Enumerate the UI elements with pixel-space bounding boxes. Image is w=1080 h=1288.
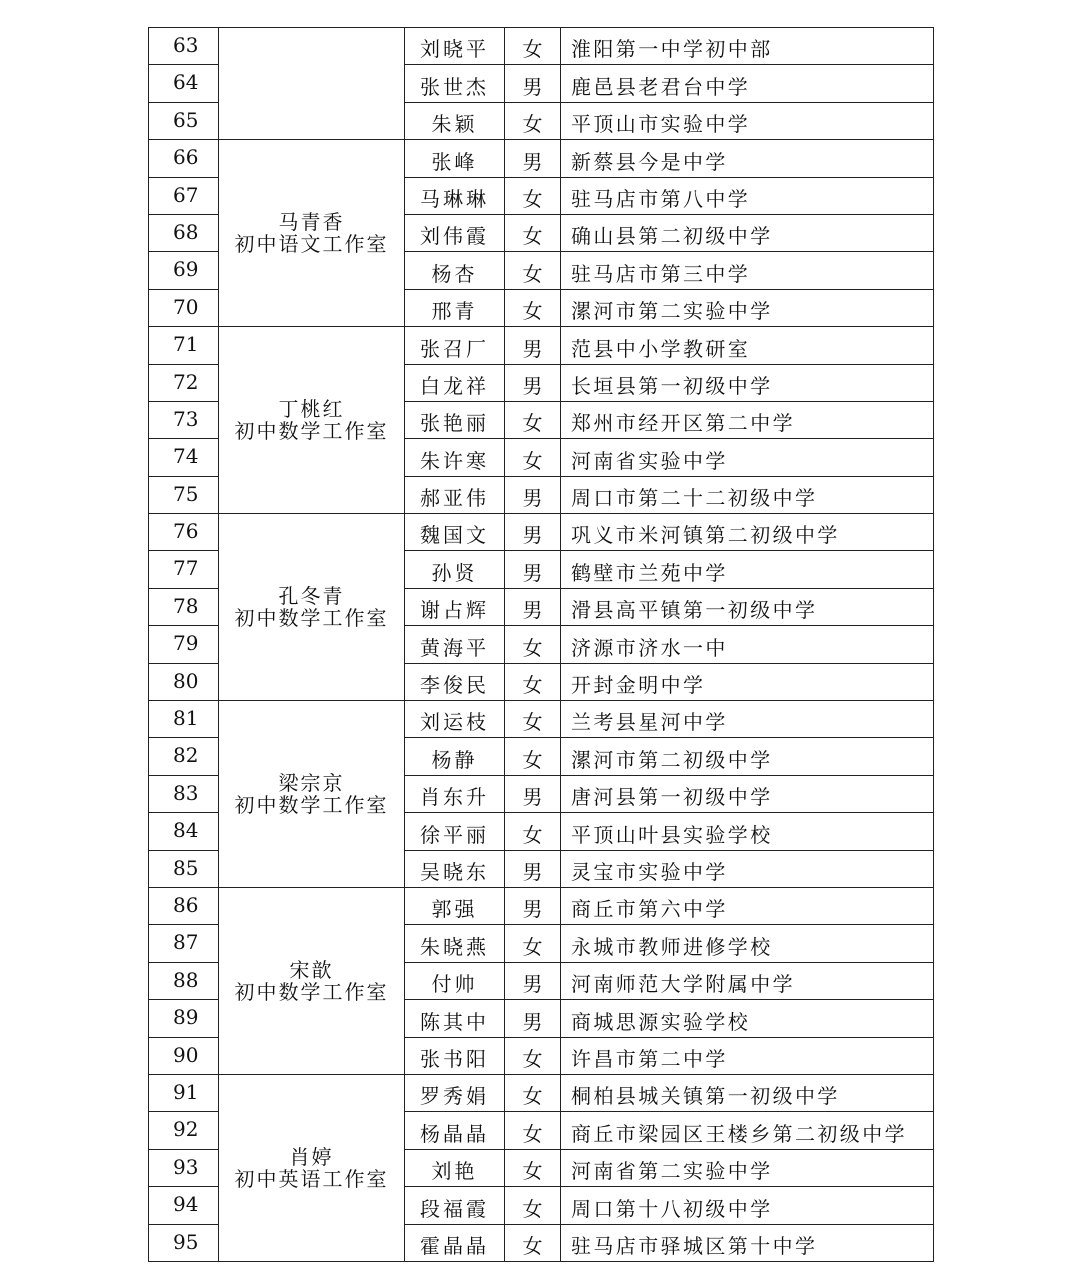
member-gender-cell	[505, 65, 561, 102]
member-school: 范县中小学教研室	[571, 336, 751, 361]
row-number: 91	[173, 1079, 199, 1104]
row-number-cell	[149, 364, 219, 401]
member-name-cell	[405, 327, 505, 364]
member-school: 桐柏县城关镇第一初级中学	[571, 1084, 840, 1109]
member-gender-cell	[505, 476, 561, 513]
member-name: 张召厂	[420, 336, 489, 361]
table-row	[149, 1074, 934, 1111]
member-school: 永城市教师进修学校	[571, 934, 773, 959]
member-school: 新蔡县今是中学	[571, 149, 728, 174]
member-name: 白龙祥	[420, 373, 489, 398]
studio-leader: 宋歆	[289, 957, 334, 982]
member-school: 河南省实验中学	[571, 448, 728, 473]
member-gender-cell	[505, 626, 561, 663]
member-school-cell	[561, 476, 934, 513]
table-row	[149, 701, 934, 738]
member-gender: 男	[522, 149, 543, 174]
member-school-cell	[561, 1000, 934, 1037]
row-number: 81	[173, 706, 199, 731]
member-school: 河南师范大学附属中学	[571, 972, 795, 997]
member-school: 河南省第二实验中学	[571, 1159, 773, 1184]
member-school: 巩义市米河镇第二初级中学	[571, 523, 840, 548]
member-name-cell	[405, 962, 505, 999]
row-number: 78	[173, 593, 199, 618]
member-gender: 女	[522, 822, 543, 847]
row-number: 82	[173, 743, 199, 768]
member-gender-cell	[505, 214, 561, 251]
member-name: 郭强	[431, 897, 478, 922]
member-gender: 男	[522, 523, 543, 548]
member-school: 鹿邑县老君台中学	[571, 74, 751, 99]
row-number: 88	[173, 967, 199, 992]
studio-leader: 孔冬青	[278, 584, 345, 609]
member-gender-cell	[505, 1149, 561, 1186]
member-gender: 女	[522, 673, 543, 698]
row-number: 64	[173, 70, 199, 95]
member-school-cell	[561, 177, 934, 214]
row-number-cell	[149, 65, 219, 102]
row-number: 73	[173, 406, 199, 431]
member-name: 肖东升	[420, 785, 489, 810]
row-number: 84	[173, 818, 199, 843]
row-number-cell	[149, 1187, 219, 1224]
member-name: 马琳琳	[420, 186, 489, 211]
row-number-cell	[149, 514, 219, 551]
row-number: 90	[173, 1042, 199, 1067]
member-school-cell	[561, 65, 934, 102]
member-name-cell	[405, 28, 505, 65]
member-gender: 女	[522, 411, 543, 436]
member-name-cell	[405, 1187, 505, 1224]
row-number-cell	[149, 252, 219, 289]
row-number-cell	[149, 28, 219, 65]
member-name-cell	[405, 439, 505, 476]
member-name-cell	[405, 551, 505, 588]
member-school-cell	[561, 850, 934, 887]
row-number: 93	[173, 1154, 199, 1179]
member-gender: 女	[522, 186, 543, 211]
member-gender: 女	[522, 112, 543, 137]
studio-leader: 肖婷	[289, 1144, 334, 1169]
member-school-cell	[561, 1224, 934, 1261]
member-gender-cell	[505, 701, 561, 738]
member-name-cell	[405, 701, 505, 738]
member-school-cell	[561, 327, 934, 364]
member-gender: 女	[522, 1196, 543, 1221]
member-name: 刘晓平	[420, 37, 489, 62]
row-number-cell	[149, 775, 219, 812]
member-name: 刘伟霞	[420, 224, 489, 249]
studio-cell	[219, 1074, 405, 1261]
member-name: 刘运枝	[420, 710, 489, 735]
member-gender: 女	[522, 934, 543, 959]
row-number-cell	[149, 850, 219, 887]
member-school: 长垣县第一初级中学	[571, 373, 773, 398]
row-number-cell	[149, 551, 219, 588]
row-number-cell	[149, 813, 219, 850]
member-gender: 男	[522, 74, 543, 99]
member-school: 兰考县星河中学	[571, 710, 728, 735]
row-number: 65	[173, 107, 199, 132]
member-school-cell	[561, 738, 934, 775]
table-row	[149, 514, 934, 551]
member-name: 朱晓燕	[420, 934, 489, 959]
member-name-cell	[405, 775, 505, 812]
row-number-cell	[149, 701, 219, 738]
member-gender: 男	[522, 897, 543, 922]
member-name-cell	[405, 850, 505, 887]
member-school-cell	[561, 962, 934, 999]
member-school-cell	[561, 252, 934, 289]
studio-name: 初中英语工作室	[234, 1166, 389, 1191]
member-gender: 男	[522, 859, 543, 884]
member-school-cell	[561, 1074, 934, 1111]
member-gender-cell	[505, 663, 561, 700]
member-name: 张世杰	[420, 74, 489, 99]
row-number: 94	[173, 1192, 199, 1217]
member-school-cell	[561, 588, 934, 625]
row-number: 87	[173, 930, 199, 955]
member-gender-cell	[505, 775, 561, 812]
member-school-cell	[561, 626, 934, 663]
member-name-cell	[405, 102, 505, 139]
row-number-cell	[149, 925, 219, 962]
row-number-cell	[149, 327, 219, 364]
member-gender: 男	[522, 598, 543, 623]
member-school-cell	[561, 775, 934, 812]
row-number-cell	[149, 289, 219, 326]
member-gender-cell	[505, 514, 561, 551]
member-name-cell	[405, 813, 505, 850]
member-gender: 女	[522, 1233, 543, 1258]
studio-name: 初中数学工作室	[234, 979, 389, 1004]
member-name-cell	[405, 588, 505, 625]
member-gender-cell	[505, 850, 561, 887]
member-name-cell	[405, 401, 505, 438]
member-gender-cell	[505, 738, 561, 775]
row-number-cell	[149, 1149, 219, 1186]
member-gender-cell	[505, 327, 561, 364]
member-gender-cell	[505, 28, 561, 65]
member-school: 商城思源实验学校	[571, 1009, 751, 1034]
studio-name: 初中数学工作室	[234, 606, 389, 631]
table-row	[149, 887, 934, 924]
member-gender: 男	[522, 785, 543, 810]
member-name: 吴晓东	[420, 859, 489, 884]
member-gender-cell	[505, 1074, 561, 1111]
member-name-cell	[405, 663, 505, 700]
row-number: 85	[173, 855, 199, 880]
member-gender: 女	[522, 710, 543, 735]
member-school-cell	[561, 514, 934, 551]
member-name-cell	[405, 65, 505, 102]
row-number: 68	[173, 219, 199, 244]
member-name: 张书阳	[420, 1046, 489, 1071]
table-row	[149, 28, 934, 65]
studio-cell	[219, 327, 405, 514]
row-number: 72	[173, 369, 199, 394]
member-name-cell	[405, 289, 505, 326]
member-school: 平顶山市实验中学	[571, 112, 751, 137]
studio-name: 初中数学工作室	[234, 793, 389, 817]
member-name: 段福霞	[420, 1196, 489, 1221]
member-name: 张峰	[431, 149, 478, 174]
member-school: 驻马店市第八中学	[571, 186, 751, 211]
row-number: 89	[173, 1005, 199, 1030]
member-name: 朱颖	[431, 112, 478, 137]
row-number-cell	[149, 1074, 219, 1111]
member-school: 周口第十八初级中学	[571, 1196, 773, 1221]
studio-name: 初中数学工作室	[234, 419, 389, 444]
member-name: 魏国文	[420, 523, 489, 548]
member-school: 灵宝市实验中学	[571, 859, 728, 884]
row-number-cell	[149, 962, 219, 999]
member-name: 杨晶晶	[420, 1121, 489, 1146]
member-name: 朱许寒	[420, 448, 489, 473]
member-school-cell	[561, 140, 934, 177]
row-number-cell	[149, 1000, 219, 1037]
row-number-cell	[149, 177, 219, 214]
member-school-cell	[561, 1112, 934, 1149]
member-school-cell	[561, 102, 934, 139]
member-school-cell	[561, 1149, 934, 1186]
member-gender-cell	[505, 140, 561, 177]
studio-name: 初中语文工作室	[234, 232, 389, 257]
member-gender-cell	[505, 925, 561, 962]
member-school-cell	[561, 551, 934, 588]
row-number-cell	[149, 1112, 219, 1149]
row-number-cell	[149, 401, 219, 438]
member-gender: 女	[522, 224, 543, 249]
member-name: 徐平丽	[420, 822, 489, 847]
member-school-cell	[561, 401, 934, 438]
studio-cell	[219, 514, 405, 701]
table-row	[149, 327, 934, 364]
member-school-cell	[561, 439, 934, 476]
member-name-cell	[405, 476, 505, 513]
member-name: 杨杏	[431, 261, 478, 286]
member-school: 唐河县第一初级中学	[571, 785, 773, 810]
row-number: 69	[173, 257, 199, 282]
member-gender-cell	[505, 401, 561, 438]
row-number-cell	[149, 102, 219, 139]
member-name: 李俊民	[420, 673, 489, 698]
row-number-cell	[149, 738, 219, 775]
member-name-cell	[405, 514, 505, 551]
studio-cell	[219, 887, 405, 1074]
studio-cell	[219, 28, 405, 140]
member-gender-cell	[505, 1000, 561, 1037]
member-school-cell	[561, 214, 934, 251]
row-number-cell	[149, 214, 219, 251]
member-school: 平顶山叶县实验学校	[571, 822, 773, 847]
row-number: 74	[173, 444, 199, 469]
member-gender: 男	[522, 972, 543, 997]
member-gender: 男	[522, 336, 543, 361]
row-number: 92	[173, 1117, 199, 1142]
row-number: 83	[173, 780, 199, 805]
member-gender-cell	[505, 177, 561, 214]
member-gender-cell	[505, 588, 561, 625]
row-number-cell	[149, 588, 219, 625]
member-name-cell	[405, 1037, 505, 1074]
row-number: 66	[173, 145, 199, 170]
row-number: 75	[173, 481, 199, 506]
member-school: 郑州市经开区第二中学	[571, 411, 795, 436]
row-number: 86	[173, 892, 199, 917]
member-gender-cell	[505, 439, 561, 476]
member-school: 漯河市第二初级中学	[571, 747, 773, 772]
member-school-cell	[561, 364, 934, 401]
row-number: 95	[173, 1229, 199, 1254]
member-name-cell	[405, 364, 505, 401]
row-number: 63	[173, 33, 199, 57]
member-school: 确山县第二初级中学	[571, 224, 773, 249]
member-school-cell	[561, 925, 934, 962]
member-school: 漯河市第二实验中学	[571, 299, 773, 324]
member-school-cell	[561, 663, 934, 700]
member-school-cell	[561, 28, 934, 65]
member-gender: 女	[522, 37, 543, 62]
member-gender-cell	[505, 887, 561, 924]
member-gender: 女	[522, 1084, 543, 1109]
row-number-cell	[149, 887, 219, 924]
member-school: 淮阳第一中学初中部	[571, 37, 773, 62]
member-gender: 男	[522, 1009, 543, 1034]
member-gender: 男	[522, 373, 543, 398]
member-name-cell	[405, 626, 505, 663]
row-number: 76	[173, 519, 199, 544]
member-school-cell	[561, 887, 934, 924]
member-gender-cell	[505, 289, 561, 326]
member-name-cell	[405, 887, 505, 924]
member-school: 商丘市梁园区王楼乡第二初级中学	[571, 1121, 907, 1146]
member-gender-cell	[505, 102, 561, 139]
member-school: 驻马店市驿城区第十中学	[571, 1233, 818, 1258]
member-name: 杨静	[431, 747, 478, 772]
table-row	[149, 140, 934, 177]
member-school: 商丘市第六中学	[571, 897, 728, 922]
member-school-cell	[561, 813, 934, 850]
member-school: 济源市济水一中	[571, 635, 728, 660]
member-name: 郝亚伟	[420, 486, 489, 511]
member-name-cell	[405, 214, 505, 251]
roster-body	[149, 28, 934, 1262]
member-name: 谢占辉	[420, 598, 489, 623]
studio-cell	[219, 140, 405, 327]
member-school-cell	[561, 1187, 934, 1224]
member-gender: 女	[522, 1046, 543, 1071]
member-gender-cell	[505, 364, 561, 401]
member-name: 付帅	[431, 972, 478, 997]
member-gender-cell	[505, 1037, 561, 1074]
member-gender-cell	[505, 1112, 561, 1149]
member-school-cell	[561, 701, 934, 738]
member-gender: 女	[522, 1159, 543, 1184]
member-name-cell	[405, 1112, 505, 1149]
studio-cell	[219, 701, 405, 888]
member-gender-cell	[505, 813, 561, 850]
member-gender-cell	[505, 1187, 561, 1224]
member-gender: 女	[522, 261, 543, 286]
row-number-cell	[149, 626, 219, 663]
member-name: 张艳丽	[420, 411, 489, 436]
row-number: 67	[173, 182, 199, 207]
row-number: 71	[173, 332, 199, 357]
studio-leader: 丁桃红	[278, 397, 345, 422]
member-school: 滑县高平镇第一初级中学	[571, 598, 818, 623]
member-name: 刘艳	[431, 1159, 478, 1184]
roster-table	[148, 27, 934, 1262]
member-name-cell	[405, 738, 505, 775]
member-gender: 女	[522, 747, 543, 772]
member-school: 周口市第二十二初级中学	[571, 486, 818, 511]
studio-leader: 梁宗京	[278, 771, 345, 795]
member-gender: 女	[522, 635, 543, 660]
member-school-cell	[561, 289, 934, 326]
member-gender: 男	[522, 486, 543, 511]
member-name-cell	[405, 1224, 505, 1261]
member-gender-cell	[505, 962, 561, 999]
member-name-cell	[405, 925, 505, 962]
row-number-cell	[149, 140, 219, 177]
member-name-cell	[405, 1000, 505, 1037]
member-school: 驻马店市第三中学	[571, 261, 751, 286]
member-name: 霍晶晶	[420, 1233, 489, 1258]
row-number-cell	[149, 663, 219, 700]
member-school-cell	[561, 1037, 934, 1074]
member-name: 陈其中	[420, 1009, 489, 1034]
member-name-cell	[405, 140, 505, 177]
member-gender-cell	[505, 551, 561, 588]
row-number-cell	[149, 439, 219, 476]
member-gender: 男	[522, 560, 543, 585]
member-name-cell	[405, 177, 505, 214]
member-gender: 女	[522, 448, 543, 473]
member-name-cell	[405, 1074, 505, 1111]
member-name: 邢青	[431, 299, 478, 324]
member-gender-cell	[505, 252, 561, 289]
row-number: 79	[173, 631, 199, 656]
member-school: 鹤壁市兰苑中学	[571, 560, 728, 585]
row-number-cell	[149, 1224, 219, 1261]
member-name: 黄海平	[420, 635, 489, 660]
member-school: 开封金明中学	[571, 673, 706, 698]
member-name-cell	[405, 252, 505, 289]
row-number: 70	[173, 294, 199, 319]
studio-leader: 马青香	[278, 210, 345, 235]
row-number-cell	[149, 1037, 219, 1074]
member-gender: 女	[522, 1121, 543, 1146]
row-number: 80	[173, 668, 199, 693]
row-number-cell	[149, 476, 219, 513]
member-name: 罗秀娟	[420, 1084, 489, 1109]
member-name: 孙贤	[431, 560, 478, 585]
row-number: 77	[173, 556, 199, 581]
member-gender: 女	[522, 299, 543, 324]
member-gender-cell	[505, 1224, 561, 1261]
member-name-cell	[405, 1149, 505, 1186]
member-school: 许昌市第二中学	[571, 1046, 728, 1071]
